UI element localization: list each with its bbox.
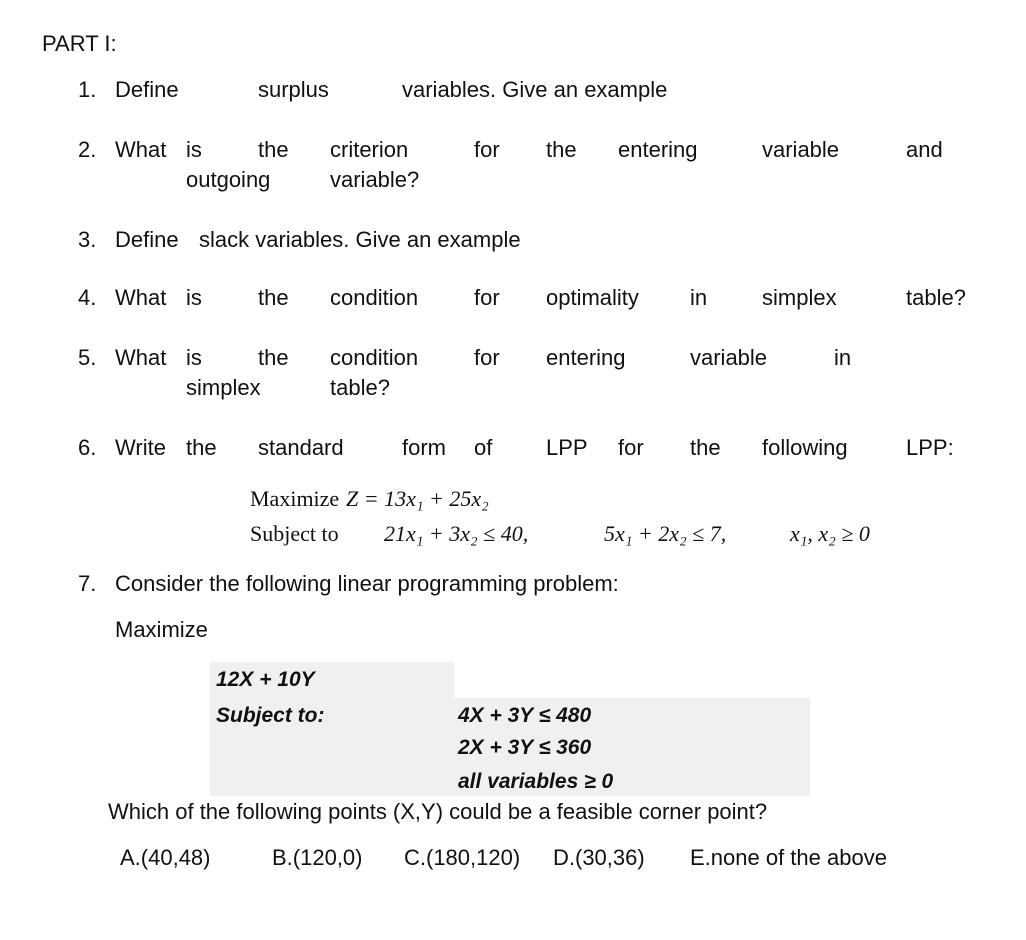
question-word: variable	[762, 137, 840, 162]
answer-option: D.(30,36)	[553, 845, 645, 870]
question-word: and	[906, 137, 943, 162]
question-word: in	[690, 285, 708, 310]
question-word: the	[258, 285, 289, 310]
question-number: 5.	[78, 345, 97, 370]
question-word: the	[258, 345, 289, 370]
constraint: 2X + 3Y ≤ 360	[458, 736, 592, 759]
question-word: condition	[330, 345, 419, 370]
question-word: What	[115, 345, 167, 370]
question-word: variable	[690, 345, 768, 370]
question-word: is	[186, 345, 202, 370]
objective-function: 12X + 10Y	[216, 668, 315, 691]
answer-option: B.(120,0)	[272, 845, 363, 870]
subject-to-label: Subject to:	[216, 704, 325, 727]
maximize-label: Maximize	[115, 617, 208, 642]
question-number: 3.	[78, 227, 97, 252]
question-prompt: Which of the following points (X,Y) could be a feasible corner point?	[108, 799, 768, 824]
subject-to-label: Subject to	[250, 521, 339, 546]
constraint: 5x₁ + 2x₂ ≤ 7,	[604, 521, 727, 546]
non-negativity-constraint: all variables ≥ 0	[458, 770, 614, 793]
question-word: the	[258, 137, 289, 162]
question-number: 1.	[78, 77, 97, 102]
question-word: the	[186, 435, 217, 460]
question-word: criterion	[330, 137, 409, 162]
answer-option: A.(40,48)	[120, 845, 211, 870]
question-word: entering	[546, 345, 626, 370]
question-word: simplex	[186, 375, 261, 400]
question-word: simplex	[762, 285, 837, 310]
answer-option: C.(180,120)	[404, 845, 521, 870]
objective-function: Z = 13x₁ + 25x₂	[346, 486, 489, 511]
question-word: the	[690, 435, 721, 460]
question-word: LPP:	[906, 435, 954, 460]
question-word: form	[402, 435, 446, 460]
question-word: variable?	[330, 167, 420, 192]
question-word: for	[474, 345, 500, 370]
question-word: LPP	[546, 435, 588, 460]
question-text: Consider the following linear programming problem:	[115, 571, 619, 596]
question-word: for	[618, 435, 644, 460]
question-word: Define	[115, 77, 179, 102]
question-word: entering	[618, 137, 698, 162]
question-word: optimality	[546, 285, 639, 310]
question-word: is	[186, 137, 202, 162]
question-word: standard	[258, 435, 344, 460]
constraint: 21x₁ + 3x₂ ≤ 40,	[384, 521, 529, 546]
part-heading: PART I:	[42, 31, 117, 56]
question-word: is	[186, 285, 202, 310]
question-word: What	[115, 285, 167, 310]
maximize-label: Maximize	[250, 486, 340, 511]
answer-option: E.none of the above	[690, 845, 887, 870]
question-word: for	[474, 137, 500, 162]
question-word: in	[834, 345, 852, 370]
question-word: What	[115, 137, 167, 162]
question-word: Write	[115, 435, 166, 460]
constraint: 4X + 3Y ≤ 480	[458, 704, 592, 727]
non-negativity-constraint: x₁, x₂ ≥ 0	[790, 521, 870, 546]
question-number: 6.	[78, 435, 97, 460]
question-word: slack variables. Give an example	[199, 227, 521, 252]
question-word: following	[762, 435, 848, 460]
question-word: Define	[115, 227, 179, 252]
question-number: 7.	[78, 571, 97, 596]
question-word: variables. Give an example	[402, 77, 668, 102]
question-word: condition	[330, 285, 419, 310]
question-word: table?	[906, 285, 966, 310]
question-word: the	[546, 137, 577, 162]
question-word: surplus	[258, 77, 329, 102]
question-word: table?	[330, 375, 390, 400]
question-number: 2.	[78, 137, 97, 162]
question-word: outgoing	[186, 167, 271, 192]
question-number: 4.	[78, 285, 97, 310]
question-word: for	[474, 285, 500, 310]
question-word: of	[474, 435, 493, 460]
